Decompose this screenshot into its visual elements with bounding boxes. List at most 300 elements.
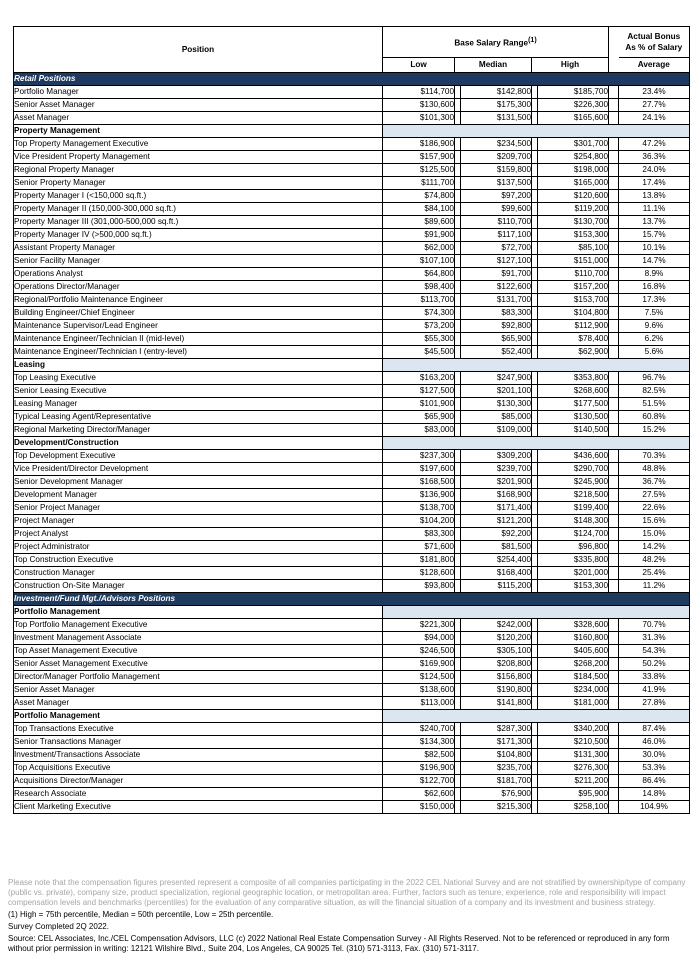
high-cell: $301,700 xyxy=(538,138,609,151)
median-cell: $141,800 xyxy=(461,697,532,710)
median-cell: $104,800 xyxy=(461,749,532,762)
median-cell: $131,700 xyxy=(461,294,532,307)
table-row xyxy=(14,567,690,580)
low-cell: $197,600 xyxy=(383,463,455,476)
bonus-cell: 14.8% xyxy=(619,788,690,801)
group-label: Development/Construction xyxy=(14,437,383,450)
position-cell: Client Marketing Executive xyxy=(14,801,383,814)
low-cell: $74,300 xyxy=(383,307,455,320)
bonus-cell: 60.8% xyxy=(619,411,690,424)
position-cell: Senior Property Manager xyxy=(14,177,383,190)
bonus-cell: 50.2% xyxy=(619,658,690,671)
position-cell: Maintenance Engineer/Technician I (entry-level) xyxy=(14,346,383,359)
high-cell: $211,200 xyxy=(538,775,609,788)
bonus-cell: 10.1% xyxy=(619,242,690,255)
table-row xyxy=(14,372,690,385)
high-cell: $148,300 xyxy=(538,515,609,528)
footnote-text: (1) High = 75th percentile, Median = 50th percentile, Low = 25th percentile. xyxy=(8,910,274,919)
high-cell: $131,300 xyxy=(538,749,609,762)
median-cell: $235,700 xyxy=(461,762,532,775)
low-cell: $62,600 xyxy=(383,788,455,801)
table-row xyxy=(14,177,690,190)
median-cell: $168,900 xyxy=(461,489,532,502)
high-cell: $268,600 xyxy=(538,385,609,398)
median-cell: $171,300 xyxy=(461,736,532,749)
table-row xyxy=(14,580,690,593)
position-cell: Project Manager xyxy=(14,515,383,528)
position-cell: Top Construction Executive xyxy=(14,554,383,567)
median-cell: $201,900 xyxy=(461,476,532,489)
low-cell: $186,900 xyxy=(383,138,455,151)
high-cell: $340,200 xyxy=(538,723,609,736)
median-cell: $92,800 xyxy=(461,320,532,333)
median-cell: $127,100 xyxy=(461,255,532,268)
low-cell: $168,500 xyxy=(383,476,455,489)
notes xyxy=(8,878,694,956)
high-cell: $95,900 xyxy=(538,788,609,801)
high-cell: $153,700 xyxy=(538,294,609,307)
table-row xyxy=(14,476,690,489)
position-cell: Maintenance Engineer/Technician II (mid-level) xyxy=(14,333,383,346)
low-cell: $181,800 xyxy=(383,554,455,567)
median-cell: $242,000 xyxy=(461,619,532,632)
bonus-cell: 36.7% xyxy=(619,476,690,489)
median-cell: $115,200 xyxy=(461,580,532,593)
high-cell: $130,500 xyxy=(538,411,609,424)
table-row xyxy=(14,528,690,541)
table-row xyxy=(14,541,690,554)
position-cell: Property Manager IV (>500,000 sq.ft.) xyxy=(14,229,383,242)
position-cell: Asset Manager xyxy=(14,112,383,125)
low-cell: $55,300 xyxy=(383,333,455,346)
median-cell: $99,600 xyxy=(461,203,532,216)
position-cell: Research Associate xyxy=(14,788,383,801)
median-cell: $254,400 xyxy=(461,554,532,567)
high-cell: $165,600 xyxy=(538,112,609,125)
high-cell: $198,000 xyxy=(538,164,609,177)
bonus-cell: 47.2% xyxy=(619,138,690,151)
table-row xyxy=(14,164,690,177)
position-cell: Operations Analyst xyxy=(14,268,383,281)
bonus-cell: 24.1% xyxy=(619,112,690,125)
table-row xyxy=(14,762,690,775)
position-cell: Regional Marketing Director/Manager xyxy=(14,424,383,437)
low-cell: $196,900 xyxy=(383,762,455,775)
bonus-cell: 5.6% xyxy=(619,346,690,359)
low-cell: $73,200 xyxy=(383,320,455,333)
base-salary-range-header: Base Salary Range$^{(1)}$ xyxy=(383,27,609,58)
table-row xyxy=(14,736,690,749)
low-cell: $94,000 xyxy=(383,632,455,645)
high-cell: $112,900 xyxy=(538,320,609,333)
table-row xyxy=(14,801,690,814)
group-header xyxy=(14,359,690,372)
table-row xyxy=(14,658,690,671)
table-row xyxy=(14,190,690,203)
low-cell: $157,900 xyxy=(383,151,455,164)
low-cell: $237,300 xyxy=(383,450,455,463)
high-cell: $353,800 xyxy=(538,372,609,385)
low-header: Low xyxy=(383,58,455,73)
low-cell: $150,000 xyxy=(383,801,455,814)
low-cell: $65,900 xyxy=(383,411,455,424)
position-cell: Top Leasing Executive xyxy=(14,372,383,385)
bonus-cell: 16.8% xyxy=(619,281,690,294)
position-cell: Project Administrator xyxy=(14,541,383,554)
high-cell: $405,600 xyxy=(538,645,609,658)
position-cell: Senior Project Manager xyxy=(14,502,383,515)
bonus-cell: 23.4% xyxy=(619,86,690,99)
low-cell: $89,600 xyxy=(383,216,455,229)
table-row xyxy=(14,645,690,658)
position-cell: Senior Transactions Manager xyxy=(14,736,383,749)
low-cell: $114,700 xyxy=(383,86,455,99)
actual-bonus-header: Actual Bonus As % of Salary xyxy=(619,27,690,58)
table-row xyxy=(14,450,690,463)
low-cell: $93,800 xyxy=(383,580,455,593)
low-cell: $113,000 xyxy=(383,697,455,710)
average-header: Average xyxy=(619,58,690,73)
high-cell: $245,900 xyxy=(538,476,609,489)
high-cell: $120,600 xyxy=(538,190,609,203)
median-cell: $110,700 xyxy=(461,216,532,229)
position-cell: Vice President Property Management xyxy=(14,151,383,164)
low-cell: $136,900 xyxy=(383,489,455,502)
high-cell: $110,700 xyxy=(538,268,609,281)
header-row-1 xyxy=(14,27,690,58)
group-label: Property Management xyxy=(14,125,383,138)
bonus-cell: 87.4% xyxy=(619,723,690,736)
bonus-cell: 104.9% xyxy=(619,801,690,814)
bonus-cell: 14.7% xyxy=(619,255,690,268)
table-row xyxy=(14,749,690,762)
high-cell: $85,100 xyxy=(538,242,609,255)
bonus-cell: 25.4% xyxy=(619,567,690,580)
bonus-cell: 82.5% xyxy=(619,385,690,398)
group-label: Portfolio Management xyxy=(14,606,383,619)
position-cell: Investment/Transactions Associate xyxy=(14,749,383,762)
median-cell: $109,000 xyxy=(461,424,532,437)
position-cell: Construction Manager xyxy=(14,567,383,580)
position-cell: Senior Facility Manager xyxy=(14,255,383,268)
high-cell: $226,300 xyxy=(538,99,609,112)
median-cell: $171,400 xyxy=(461,502,532,515)
bonus-cell: 48.2% xyxy=(619,554,690,567)
table-row xyxy=(14,99,690,112)
position-cell: Maintenance Supervisor/Lead Engineer xyxy=(14,320,383,333)
table-row xyxy=(14,671,690,684)
bonus-cell: 36.3% xyxy=(619,151,690,164)
position-cell: Asset Manager xyxy=(14,697,383,710)
low-cell: $163,200 xyxy=(383,372,455,385)
section-header xyxy=(14,73,690,86)
position-cell: Building Engineer/Chief Engineer xyxy=(14,307,383,320)
bonus-cell: 24.0% xyxy=(619,164,690,177)
bonus-cell: 51.5% xyxy=(619,398,690,411)
position-cell: Property Manager II (150,000-300,000 sq.ft.) xyxy=(14,203,383,216)
table-row xyxy=(14,268,690,281)
position-cell: Construction On-Site Manager xyxy=(14,580,383,593)
bonus-cell: 33.8% xyxy=(619,671,690,684)
position-cell: Director/Manager Portfolio Management xyxy=(14,671,383,684)
median-cell: $131,500 xyxy=(461,112,532,125)
bonus-cell: 53.3% xyxy=(619,762,690,775)
position-cell: Assistant Property Manager xyxy=(14,242,383,255)
median-cell: $52,400 xyxy=(461,346,532,359)
table-row xyxy=(14,203,690,216)
low-cell: $82,500 xyxy=(383,749,455,762)
low-cell: $83,000 xyxy=(383,424,455,437)
bonus-cell: 11.1% xyxy=(619,203,690,216)
low-cell: $107,100 xyxy=(383,255,455,268)
low-cell: $104,200 xyxy=(383,515,455,528)
group-header xyxy=(14,437,690,450)
position-cell: Investment Management Associate xyxy=(14,632,383,645)
table-row xyxy=(14,515,690,528)
table-row xyxy=(14,424,690,437)
median-cell: $85,000 xyxy=(461,411,532,424)
bonus-cell: 46.0% xyxy=(619,736,690,749)
median-cell: $97,200 xyxy=(461,190,532,203)
table-row xyxy=(14,138,690,151)
high-cell: $119,200 xyxy=(538,203,609,216)
median-cell: $117,100 xyxy=(461,229,532,242)
high-cell: $177,500 xyxy=(538,398,609,411)
bonus-cell: 15.6% xyxy=(619,515,690,528)
table-row xyxy=(14,255,690,268)
position-cell: Top Transactions Executive xyxy=(14,723,383,736)
position-cell: Portfolio Manager xyxy=(14,86,383,99)
position-cell: Top Property Management Executive xyxy=(14,138,383,151)
bonus-cell: 13.7% xyxy=(619,216,690,229)
table-row xyxy=(14,151,690,164)
low-cell: $62,000 xyxy=(383,242,455,255)
bonus-cell: 17.4% xyxy=(619,177,690,190)
high-cell: $160,800 xyxy=(538,632,609,645)
high-cell: $153,300 xyxy=(538,580,609,593)
median-cell: $239,700 xyxy=(461,463,532,476)
median-cell: $175,300 xyxy=(461,99,532,112)
table-row xyxy=(14,385,690,398)
table-row xyxy=(14,112,690,125)
group-header xyxy=(14,710,690,723)
table-row xyxy=(14,554,690,567)
median-header: Median xyxy=(455,58,532,73)
median-cell: $215,300 xyxy=(461,801,532,814)
median-cell: $234,500 xyxy=(461,138,532,151)
table-row xyxy=(14,463,690,476)
median-cell: $159,800 xyxy=(461,164,532,177)
low-cell: $127,500 xyxy=(383,385,455,398)
position-cell: Top Asset Management Executive xyxy=(14,645,383,658)
bonus-cell: 22.6% xyxy=(619,502,690,515)
table-row xyxy=(14,229,690,242)
low-cell: $124,500 xyxy=(383,671,455,684)
bonus-cell: 27.5% xyxy=(619,489,690,502)
table-row xyxy=(14,697,690,710)
table-row xyxy=(14,307,690,320)
high-cell: $104,800 xyxy=(538,307,609,320)
high-cell: $157,200 xyxy=(538,281,609,294)
bonus-cell: 14.2% xyxy=(619,541,690,554)
position-cell: Senior Leasing Executive xyxy=(14,385,383,398)
low-cell: $111,700 xyxy=(383,177,455,190)
table-row xyxy=(14,281,690,294)
table-row xyxy=(14,489,690,502)
median-cell: $190,800 xyxy=(461,684,532,697)
salary-table xyxy=(13,26,690,814)
high-cell: $201,000 xyxy=(538,567,609,580)
bonus-cell: 30.0% xyxy=(619,749,690,762)
median-cell: $120,200 xyxy=(461,632,532,645)
bonus-cell: 8.9% xyxy=(619,268,690,281)
high-cell: $276,300 xyxy=(538,762,609,775)
high-cell: $153,300 xyxy=(538,229,609,242)
table-row xyxy=(14,684,690,697)
low-cell: $83,300 xyxy=(383,528,455,541)
median-cell: $137,500 xyxy=(461,177,532,190)
position-cell: Property Manager III (301,000-500,000 sq.ft.) xyxy=(14,216,383,229)
high-cell: $185,700 xyxy=(538,86,609,99)
high-cell: $328,600 xyxy=(538,619,609,632)
group-label: Leasing xyxy=(14,359,383,372)
table-row xyxy=(14,723,690,736)
position-cell: Senior Development Manager xyxy=(14,476,383,489)
high-cell: $62,900 xyxy=(538,346,609,359)
median-cell: $305,100 xyxy=(461,645,532,658)
bonus-cell: 31.3% xyxy=(619,632,690,645)
bonus-cell: 70.7% xyxy=(619,619,690,632)
bonus-cell: 27.7% xyxy=(619,99,690,112)
position-cell: Senior Asset Management Executive xyxy=(14,658,383,671)
high-cell: $210,500 xyxy=(538,736,609,749)
high-cell: $234,000 xyxy=(538,684,609,697)
median-cell: $208,800 xyxy=(461,658,532,671)
median-cell: $201,100 xyxy=(461,385,532,398)
bonus-cell: 13.8% xyxy=(619,190,690,203)
high-cell: $436,600 xyxy=(538,450,609,463)
bonus-cell: 7.5% xyxy=(619,307,690,320)
low-cell: $91,900 xyxy=(383,229,455,242)
table-row xyxy=(14,788,690,801)
high-cell: $335,800 xyxy=(538,554,609,567)
low-cell: $130,600 xyxy=(383,99,455,112)
median-cell: $72,700 xyxy=(461,242,532,255)
table-row xyxy=(14,619,690,632)
bonus-cell: 11.2% xyxy=(619,580,690,593)
low-cell: $64,800 xyxy=(383,268,455,281)
low-cell: $125,500 xyxy=(383,164,455,177)
bonus-cell: 6.2% xyxy=(619,333,690,346)
section-label: Retail Positions xyxy=(14,73,383,86)
bonus-cell: 48.8% xyxy=(619,463,690,476)
low-cell: $122,700 xyxy=(383,775,455,788)
median-cell: $287,300 xyxy=(461,723,532,736)
group-header xyxy=(14,125,690,138)
low-cell: $138,700 xyxy=(383,502,455,515)
position-cell: Senior Asset Manager xyxy=(14,99,383,112)
bonus-cell: 17.3% xyxy=(619,294,690,307)
position-cell: Top Acquisitions Executive xyxy=(14,762,383,775)
median-cell: $247,900 xyxy=(461,372,532,385)
median-cell: $76,900 xyxy=(461,788,532,801)
low-cell: $113,700 xyxy=(383,294,455,307)
position-header: Position xyxy=(14,27,383,73)
high-cell: $254,800 xyxy=(538,151,609,164)
low-cell: $240,700 xyxy=(383,723,455,736)
high-cell: $181,000 xyxy=(538,697,609,710)
bonus-cell: 41.9% xyxy=(619,684,690,697)
bonus-cell: 70.3% xyxy=(619,450,690,463)
section-header xyxy=(14,593,690,606)
low-cell: $246,500 xyxy=(383,645,455,658)
position-cell: Acquisitions Director/Manager xyxy=(14,775,383,788)
median-cell: $122,600 xyxy=(461,281,532,294)
low-cell: $101,300 xyxy=(383,112,455,125)
position-cell: Development Manager xyxy=(14,489,383,502)
median-cell: $209,700 xyxy=(461,151,532,164)
high-cell: $130,700 xyxy=(538,216,609,229)
high-header: High xyxy=(532,58,609,73)
table-row xyxy=(14,242,690,255)
table-row xyxy=(14,411,690,424)
position-cell: Top Development Executive xyxy=(14,450,383,463)
high-cell: $218,500 xyxy=(538,489,609,502)
position-cell: Regional Property Manager xyxy=(14,164,383,177)
bonus-cell: 86.4% xyxy=(619,775,690,788)
median-cell: $181,700 xyxy=(461,775,532,788)
low-cell: $169,900 xyxy=(383,658,455,671)
low-cell: $98,400 xyxy=(383,281,455,294)
bonus-cell: 15.7% xyxy=(619,229,690,242)
median-cell: $91,700 xyxy=(461,268,532,281)
median-cell: $156,800 xyxy=(461,671,532,684)
bonus-cell: 15.2% xyxy=(619,424,690,437)
high-cell: $184,500 xyxy=(538,671,609,684)
median-cell: $130,300 xyxy=(461,398,532,411)
table-row xyxy=(14,333,690,346)
table-row xyxy=(14,398,690,411)
position-cell: Operations Director/Manager xyxy=(14,281,383,294)
bonus-cell: 9.6% xyxy=(619,320,690,333)
high-cell: $165,000 xyxy=(538,177,609,190)
median-cell: $81,500 xyxy=(461,541,532,554)
table-row xyxy=(14,216,690,229)
median-cell: $92,200 xyxy=(461,528,532,541)
table-row xyxy=(14,86,690,99)
section-label: Investment/Fund Mgt./Advisors Positions xyxy=(14,593,383,606)
low-cell: $71,600 xyxy=(383,541,455,554)
median-cell: $168,400 xyxy=(461,567,532,580)
table-row xyxy=(14,775,690,788)
bonus-cell: 54.3% xyxy=(619,645,690,658)
position-cell: Senior Asset Manager xyxy=(14,684,383,697)
high-cell: $290,700 xyxy=(538,463,609,476)
low-cell: $101,900 xyxy=(383,398,455,411)
position-cell: Top Portfolio Management Executive xyxy=(14,619,383,632)
median-cell: $121,200 xyxy=(461,515,532,528)
high-cell: $140,500 xyxy=(538,424,609,437)
median-cell: $65,900 xyxy=(461,333,532,346)
low-cell: $74,800 xyxy=(383,190,455,203)
source-text: Source: CEL Associates, Inc./CEL Compensation Advisors, LLC (c) 2022 National Real Estate Compensation Survey - All Rights Reserved. Not to be referenced or reproduced in any form without prior permission in writing: 12121 Wilshire Blvd., Suite 204, Los Angeles, CA 90025 Tel. (310) 571-3113, Fax. (310) 571-3117. xyxy=(8,934,670,953)
position-cell: Leasing Manager xyxy=(14,398,383,411)
position-cell: Project Analyst xyxy=(14,528,383,541)
position-cell: Regional/Portfolio Maintenance Engineer xyxy=(14,294,383,307)
median-cell: $83,300 xyxy=(461,307,532,320)
table-row xyxy=(14,502,690,515)
median-cell: $142,800 xyxy=(461,86,532,99)
